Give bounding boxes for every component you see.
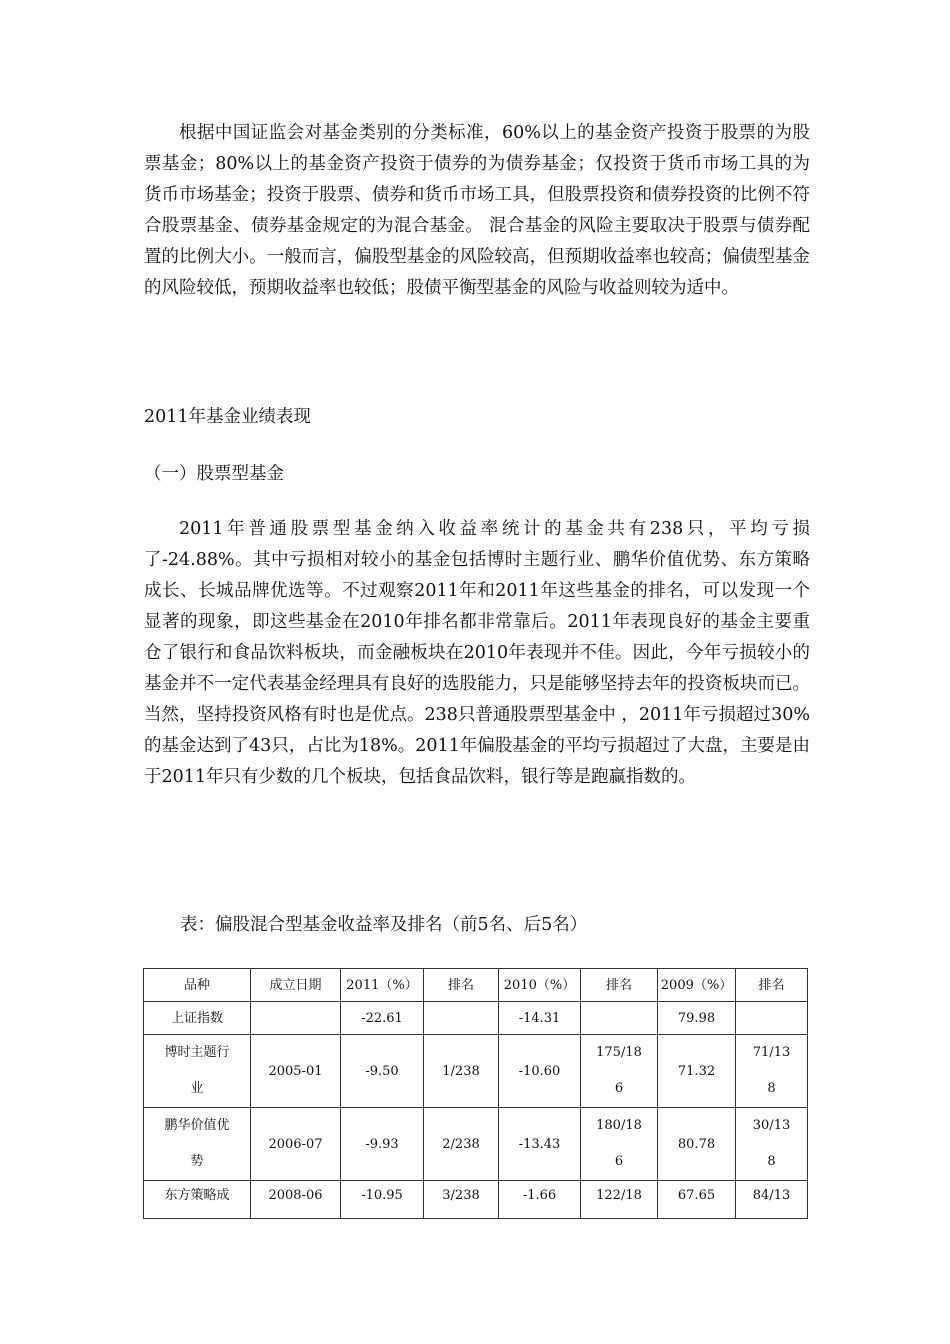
- header-cell: 2011（%）: [341, 969, 424, 1002]
- header-cell: 2010（%）: [499, 969, 581, 1002]
- stock-fund-paragraph: 2011年普通股票型基金纳入收益率统计的基金共有238只，平均亏损了-24.88%。其中亏损相对较小的基金包括博时主题行业、鹏华价值优势、东方策略成长、长城品牌优选等。不过观察2011年和2011年这些基金的排名，可以发现一个显著的现象，即这些基金在2010年排名都非常靠后。2011年表现良好的基金主要重仓了银行和食品饮料板块，而金融板块在2010年表现并不佳。因此，今年亏损较小的基金并不一定代表基金经理具有良好的选股能力，只是能够坚持去年的投资板块而已。当然，坚持投资风格有时也是优点。238只普通股票型基金中 ，2011年亏损超过30%的基金达到了43只，占比为18%。2011年偏股基金的平均亏损超过了大盘，主要是由于2011年只有少数的几个板块，包括食品饮料，银行等是跑赢指数的。: [144, 519, 810, 787]
- rank-2009-cell: [736, 1002, 808, 1035]
- table-caption: 表：偏股混合型基金收益率及排名（前5名、后5名）: [180, 915, 588, 935]
- rank-2010-cell: 122/18: [581, 1181, 658, 1219]
- return-2009-cell: 80.78: [658, 1108, 736, 1181]
- date-cell: [251, 1002, 341, 1035]
- header-cell: 排名: [424, 969, 499, 1002]
- rank-2011-cell: 1/238: [424, 1035, 499, 1108]
- name-cell: 博时主题行 业: [144, 1035, 251, 1108]
- rank-2009-cell: 84/13: [736, 1181, 808, 1219]
- return-2011-cell: -10.95: [341, 1181, 424, 1219]
- header-cell: 排名: [581, 969, 658, 1002]
- name-cell: 鹏华价值优 势: [144, 1108, 251, 1181]
- table-row: [144, 1181, 808, 1219]
- date-cell: 2005-01: [251, 1035, 341, 1108]
- return-2009-cell: 71.32: [658, 1035, 736, 1108]
- header-cell: 排名: [736, 969, 808, 1002]
- table-header-row: [144, 969, 808, 1002]
- return-2011-cell: -9.93: [341, 1108, 424, 1181]
- table-row: [144, 1035, 808, 1108]
- rank-2010-cell: 180/18 6: [581, 1108, 658, 1181]
- subsection-heading: （一）股票型基金: [144, 464, 284, 484]
- rank-2011-cell: 2/238: [424, 1108, 499, 1181]
- header-cell: 2009（%）: [658, 969, 736, 1002]
- table-row: [144, 1002, 808, 1035]
- return-2009-cell: 67.65: [658, 1181, 736, 1219]
- intro-paragraph: 根据中国证监会对基金类别的分类标准，60%以上的基金资产投资于股票的为股票基金；80%以上的基金资产投资于债券的为债券基金；仅投资于货币市场工具的为货币市场基金；投资于股票、债券和货币市场工具，但股票投资和债券投资的比例不符合股票基金、债券基金规定的为混合基金。 混合基金的风险主要取决于股票与债券配置的比例大小。一般而言，偏股型基金的风险较高，但预期收益率也较高；偏债型基金的风险较低，预期收益率也较低；股债平衡型基金的风险与收益则较为适中。: [144, 123, 810, 298]
- rank-2011-cell: 3/238: [424, 1181, 499, 1219]
- section-heading: 2011年基金业绩表现: [144, 407, 312, 427]
- date-cell: 2006-07: [251, 1108, 341, 1181]
- rank-2010-cell: 175/18 6: [581, 1035, 658, 1108]
- return-2010-cell: -13.43: [499, 1108, 581, 1181]
- name-cell: 东方策略成: [144, 1181, 251, 1219]
- rank-2011-cell: [424, 1002, 499, 1035]
- date-cell: 2008-06: [251, 1181, 341, 1219]
- header-cell: 品种: [144, 969, 251, 1002]
- return-2010-cell: -14.31: [499, 1002, 581, 1035]
- return-2009-cell: 79.98: [658, 1002, 736, 1035]
- fund-return-table: [143, 968, 808, 1219]
- return-2011-cell: -9.50: [341, 1035, 424, 1108]
- name-cell: 上证指数: [144, 1002, 251, 1035]
- rank-2009-cell: 30/13 8: [736, 1108, 808, 1181]
- table-row: [144, 1108, 808, 1181]
- return-2011-cell: -22.61: [341, 1002, 424, 1035]
- rank-2010-cell: [581, 1002, 658, 1035]
- return-2010-cell: -10.60: [499, 1035, 581, 1108]
- header-cell: 成立日期: [251, 969, 341, 1002]
- return-2010-cell: -1.66: [499, 1181, 581, 1219]
- rank-2009-cell: 71/13 8: [736, 1035, 808, 1108]
